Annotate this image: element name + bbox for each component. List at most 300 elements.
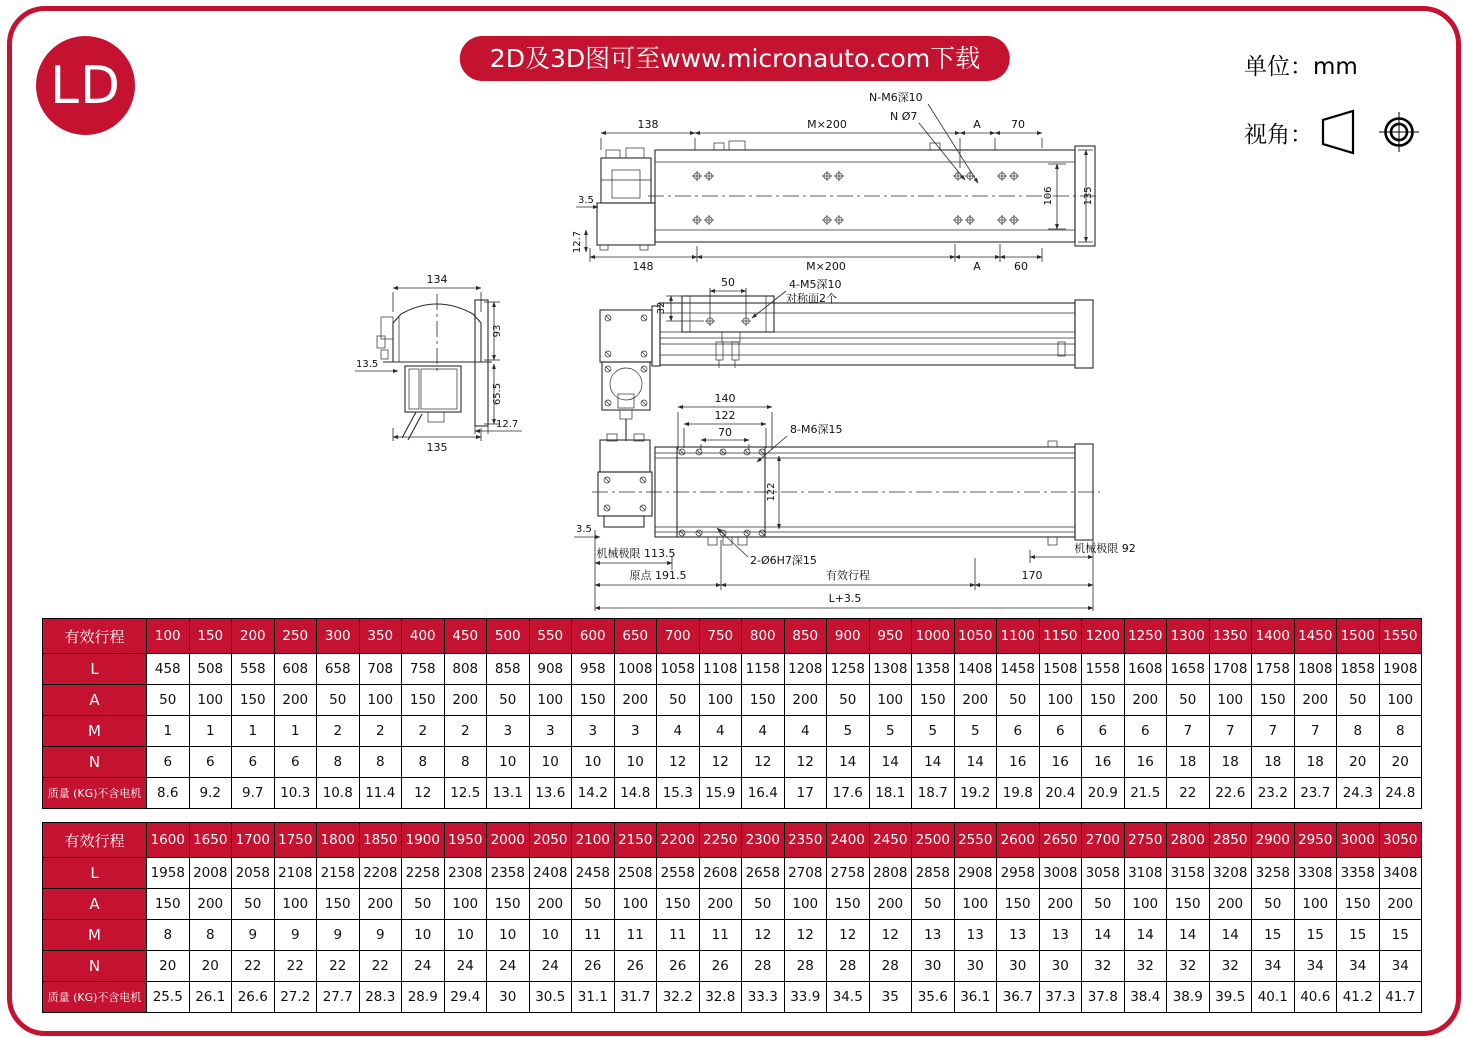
table-cell: 1908 [1379,654,1422,685]
table-cell: 14 [869,747,912,778]
table-cell: 500 [487,619,530,654]
table-cell: 2600 [997,823,1040,858]
table-cell: 1858 [1337,654,1380,685]
svg-text:L+3.5: L+3.5 [828,592,862,605]
table-cell: 4 [699,716,742,747]
table-cell: 800 [742,619,785,654]
table-cell: 20.4 [1039,778,1082,809]
svg-text:M×200: M×200 [807,118,847,131]
table-cell: 150 [572,685,615,716]
table-cell: 10 [487,920,530,951]
third-angle-projection-icon [1313,106,1433,158]
table-cell: 100 [1124,889,1167,920]
table-cell: 28 [784,951,827,982]
table-cell: 2458 [572,858,615,889]
table-row [43,982,1422,1013]
table-cell: 10.8 [317,778,360,809]
table-cell: 22 [317,951,360,982]
table-cell: 26.1 [189,982,232,1013]
table-cell: 150 [997,889,1040,920]
table-cell: 3008 [1039,858,1082,889]
table-cell: 1658 [1167,654,1210,685]
table-cell: M [43,716,147,747]
table-cell: 100 [1039,685,1082,716]
table-cell: 7 [1209,716,1252,747]
download-banner: 2D及3D图可至www.micronauto.com下载 [460,36,1010,81]
table-cell: 2250 [699,823,742,858]
table-cell: 8 [147,920,190,951]
table-cell: 13.6 [529,778,572,809]
table-cell: 600 [572,619,615,654]
table-cell: 8 [317,747,360,778]
table-cell: 1408 [954,654,997,685]
table-cell: 1 [232,716,275,747]
table-cell: 2800 [1167,823,1210,858]
table-cell: 8 [359,747,402,778]
table-cell: 24 [402,951,445,982]
table-row [43,858,1422,889]
svg-text:有效行程: 有效行程 [826,569,870,582]
table-cell: 708 [359,654,402,685]
table-cell: 17.6 [827,778,870,809]
table-cell: 150 [1167,889,1210,920]
table-cell: 2858 [912,858,955,889]
table-cell: 808 [444,654,487,685]
table-cell: 750 [699,619,742,654]
table-cell: A [43,889,147,920]
table-cell: 22.6 [1209,778,1252,809]
table-cell: 1850 [359,823,402,858]
svg-text:13.5: 13.5 [356,359,379,370]
table-cell: 18 [1294,747,1337,778]
table-cell: 150 [402,685,445,716]
table-cell: 3308 [1294,858,1337,889]
svg-text:12.7: 12.7 [572,230,583,254]
table-cell: L [43,858,147,889]
table-cell: 14 [912,747,955,778]
table-cell: 2850 [1209,823,1252,858]
table-cell: 150 [232,685,275,716]
table-cell: 508 [189,654,232,685]
table-cell: 50 [232,889,275,920]
table-cell: 15.9 [699,778,742,809]
table-cell: 1008 [614,654,657,685]
table-cell: 15.3 [657,778,700,809]
table-cell: 1958 [147,858,190,889]
table-cell: 5 [827,716,870,747]
table-cell: 3408 [1379,858,1422,889]
table-cell: 34 [1379,951,1422,982]
table-cell: 150 [487,889,530,920]
table-cell: 7 [1294,716,1337,747]
svg-text:106: 106 [1043,186,1054,206]
table-cell: N [43,747,147,778]
table-cell: 12.5 [444,778,487,809]
spec-table-2 [42,822,1422,1013]
table-cell: 34 [1252,951,1295,982]
table-cell: 37.8 [1082,982,1125,1013]
table-cell: 41.7 [1379,982,1422,1013]
table-cell: 1 [147,716,190,747]
table-cell: 15 [1252,920,1295,951]
drawing-view-end [355,273,522,454]
table-cell: 28.3 [359,982,402,1013]
table-cell: 32 [1082,951,1125,982]
table-cell: 16.4 [742,778,785,809]
table-cell: 27.2 [274,982,317,1013]
table-cell: 9 [359,920,402,951]
table-cell: 200 [784,685,827,716]
table-cell: 28 [827,951,870,982]
drawing-view-side [600,276,1093,441]
projection-frustum-icon [1323,111,1353,153]
table-cell: A [43,685,147,716]
table-cell: 100 [359,685,402,716]
table-cell: 558 [232,654,275,685]
table-cell: 200 [529,889,572,920]
table-cell: 6 [147,747,190,778]
table-cell: 150 [742,685,785,716]
table-cell: 4 [742,716,785,747]
drawing-view-plan [574,392,1136,611]
table-cell: 12 [742,747,785,778]
svg-text:A: A [973,118,981,131]
table-cell: 150 [1337,889,1380,920]
table-cell: 11 [699,920,742,951]
svg-text:N-M6深10: N-M6深10 [869,91,923,104]
table-cell: 550 [529,619,572,654]
table-cell: 200 [1294,685,1337,716]
table-cell: 50 [912,889,955,920]
table-cell: 21.5 [1124,778,1167,809]
table-cell: 10 [614,747,657,778]
table-cell: 6 [1124,716,1167,747]
table-cell: 20 [1337,747,1380,778]
table-cell: 8 [444,747,487,778]
table-cell: 2400 [827,823,870,858]
table-cell: 28.9 [402,982,445,1013]
table-cell: 10.3 [274,778,317,809]
svg-text:170: 170 [1021,569,1043,582]
table-cell: 28 [869,951,912,982]
table-cell: 50 [742,889,785,920]
svg-text:122: 122 [766,482,777,502]
table-cell: 150 [827,889,870,920]
table-cell: 1508 [1039,654,1082,685]
table-cell: 8.6 [147,778,190,809]
table-cell: 1800 [317,823,360,858]
table-cell: 2058 [232,858,275,889]
table-cell: 13 [997,920,1040,951]
table-cell: 200 [444,685,487,716]
table-cell: 458 [147,654,190,685]
table-cell: 有效行程 [43,823,147,858]
table-cell: 200 [1209,889,1252,920]
table-cell: 23.2 [1252,778,1295,809]
table-cell: 10 [529,747,572,778]
table-cell: 2608 [699,858,742,889]
table-cell: 2258 [402,858,445,889]
table-cell: 19.2 [954,778,997,809]
svg-text:8-M6深15: 8-M6深15 [790,423,843,436]
table-cell: 15 [1337,920,1380,951]
table-cell: 质量 (KG)不含电机 [43,982,147,1013]
svg-text:148: 148 [632,260,654,273]
svg-text:3.5: 3.5 [576,524,592,535]
table-cell: 33.3 [742,982,785,1013]
table-cell: 38.4 [1124,982,1167,1013]
table-cell: 450 [444,619,487,654]
table-cell: 150 [657,889,700,920]
table-cell: 14 [827,747,870,778]
table-cell: 24 [529,951,572,982]
table-cell: 2358 [487,858,530,889]
spec-table [42,618,1422,809]
table-cell: 8 [1337,716,1380,747]
table-cell: 6 [274,747,317,778]
table-cell: 2758 [827,858,870,889]
table-cell: 14 [1167,920,1210,951]
table-cell: 1558 [1082,654,1125,685]
table-row [43,951,1422,982]
table-cell: 4 [784,716,827,747]
table-cell: 17 [784,778,827,809]
table-cell: 13 [912,920,955,951]
table-cell: 26 [614,951,657,982]
svg-text:机械极限 92: 机械极限 92 [1074,542,1136,555]
table-cell: 5 [954,716,997,747]
table-cell: 1708 [1209,654,1252,685]
table-cell: 35.6 [912,982,955,1013]
table-cell: 1500 [1337,619,1380,654]
table-cell: 30 [954,951,997,982]
svg-text:2-Ø6H7深15: 2-Ø6H7深15 [750,554,817,567]
table-cell: 200 [232,619,275,654]
svg-text:93: 93 [492,324,503,338]
table-cell: 32 [1124,951,1167,982]
table-cell: 100 [954,889,997,920]
table-cell: 1750 [274,823,317,858]
table-cell: 350 [359,619,402,654]
table-cell: 7 [1252,716,1295,747]
table-cell: 200 [1039,889,1082,920]
table-cell: 8 [189,920,232,951]
svg-text:原点 191.5: 原点 191.5 [629,569,687,582]
table-cell: 1 [274,716,317,747]
table-cell: 13 [1039,920,1082,951]
table-cell: 2 [359,716,402,747]
table-cell: 32.2 [657,982,700,1013]
svg-text:3.5: 3.5 [578,195,594,206]
table-cell: 9.2 [189,778,232,809]
table-cell: M [43,920,147,951]
table-cell: 2108 [274,858,317,889]
table-cell: 200 [614,685,657,716]
table-cell: 1700 [232,823,275,858]
table-cell: 1650 [189,823,232,858]
table-cell: 23.7 [1294,778,1337,809]
svg-text:4-M5深10: 4-M5深10 [789,278,842,291]
unit-label: 单位：mm [1244,54,1358,80]
table-cell: 14 [1082,920,1125,951]
table-cell: 100 [784,889,827,920]
table-cell: 1050 [954,619,997,654]
table-cell: 200 [189,889,232,920]
svg-text:65.5: 65.5 [492,382,503,406]
table-cell: 14 [954,747,997,778]
table-cell: 908 [529,654,572,685]
table-cell: 24 [444,951,487,982]
svg-text:135: 135 [1083,186,1094,206]
table-cell: 15 [1294,920,1337,951]
table-cell: 9 [317,920,360,951]
table-cell: 200 [1379,889,1422,920]
table-cell: 3058 [1082,858,1125,889]
table-cell: 2958 [997,858,1040,889]
table-cell: 24.3 [1337,778,1380,809]
table-cell: 958 [572,654,615,685]
table-cell: 14 [1209,920,1252,951]
table-cell: 3358 [1337,858,1380,889]
table-cell: 758 [402,654,445,685]
table-cell: 6 [997,716,1040,747]
table-cell: 10 [402,920,445,951]
table-cell: 2550 [954,823,997,858]
table-cell: 1950 [444,823,487,858]
table-cell: 6 [189,747,232,778]
svg-text:对称面2个: 对称面2个 [786,292,837,305]
table-cell: 9.7 [232,778,275,809]
table-cell: 6 [1082,716,1125,747]
table-cell: 1158 [742,654,785,685]
svg-text:70: 70 [1011,118,1025,131]
table-cell: 4 [657,716,700,747]
table-cell: 2950 [1294,823,1337,858]
table-cell: 100 [444,889,487,920]
table-cell: 20 [189,951,232,982]
table-cell: 12 [742,920,785,951]
svg-text:135: 135 [426,441,448,454]
table-cell: 18.7 [912,778,955,809]
table-cell: 100 [869,685,912,716]
table-cell: 3 [614,716,657,747]
table-cell: 1808 [1294,654,1337,685]
table-cell: 2008 [189,858,232,889]
table-cell: 30 [487,982,530,1013]
table-cell: 1600 [147,823,190,858]
table-cell: 100 [147,619,190,654]
table-row [43,920,1422,951]
table-cell: 608 [274,654,317,685]
table-cell: 2650 [1039,823,1082,858]
table-cell: 2200 [657,823,700,858]
table-cell: 14.8 [614,778,657,809]
table-cell: 14 [1124,920,1167,951]
table-cell: 3 [487,716,530,747]
svg-text:N Ø7: N Ø7 [890,110,918,123]
table-cell: 26 [699,951,742,982]
table-cell: 24.8 [1379,778,1422,809]
table-cell: 2900 [1252,823,1295,858]
table-row [43,778,1422,809]
table-cell: 100 [614,889,657,920]
table-cell: 1758 [1252,654,1295,685]
table-cell: 2308 [444,858,487,889]
table-cell: 26 [657,951,700,982]
table-cell: 8 [402,747,445,778]
table-cell: 150 [1082,685,1125,716]
table-cell: 50 [827,685,870,716]
table-cell: 12 [869,920,912,951]
table-cell: 1100 [997,619,1040,654]
table-cell: 2150 [614,823,657,858]
table-cell: 8 [1379,716,1422,747]
svg-text:50: 50 [721,276,735,289]
table-cell: 33.9 [784,982,827,1013]
table-cell: 10 [487,747,530,778]
svg-text:12.7: 12.7 [496,419,519,430]
table-cell: 50 [657,685,700,716]
table-cell: N [43,951,147,982]
table-cell: 16 [1039,747,1082,778]
drawing-view-side-top [572,91,1100,273]
table-cell: 2300 [742,823,785,858]
table-cell: 16 [997,747,1040,778]
table-cell: 50 [1252,889,1295,920]
table-cell: 22 [359,951,402,982]
table-cell: 2408 [529,858,572,889]
table-cell: 2558 [657,858,700,889]
table-cell: 16 [1082,747,1125,778]
table-cell: 50 [147,685,190,716]
table-cell: 18 [1209,747,1252,778]
table-cell: 200 [1124,685,1167,716]
table-cell: 50 [1082,889,1125,920]
table-cell: 2500 [912,823,955,858]
table-cell: 3050 [1379,823,1422,858]
table-cell: 3208 [1209,858,1252,889]
table-cell: 1108 [699,654,742,685]
table-cell: 31.1 [572,982,615,1013]
table-cell: 50 [572,889,615,920]
table-cell: 31.7 [614,982,657,1013]
table-cell: 1300 [1167,619,1210,654]
table-cell: 9 [274,920,317,951]
series-logo: LD [36,36,135,135]
table-cell: 3 [572,716,615,747]
table-cell: 2100 [572,823,615,858]
table-cell: 150 [1252,685,1295,716]
table-cell: 34 [1294,951,1337,982]
table-cell: 5 [912,716,955,747]
table-cell: 2658 [742,858,785,889]
table-cell: 10 [529,920,572,951]
table-cell: 650 [614,619,657,654]
table-row [43,716,1422,747]
table-cell: 658 [317,654,360,685]
table-cell: 1608 [1124,654,1167,685]
table-cell: 28 [742,951,785,982]
table-cell: 37.3 [1039,982,1082,1013]
table-cell: 24 [487,951,530,982]
table-cell: 30 [912,951,955,982]
table-cell: 150 [147,889,190,920]
table-cell: 2208 [359,858,402,889]
table-cell: 2 [402,716,445,747]
table-cell: 40.6 [1294,982,1337,1013]
svg-text:138: 138 [637,118,659,131]
table-cell: 100 [699,685,742,716]
